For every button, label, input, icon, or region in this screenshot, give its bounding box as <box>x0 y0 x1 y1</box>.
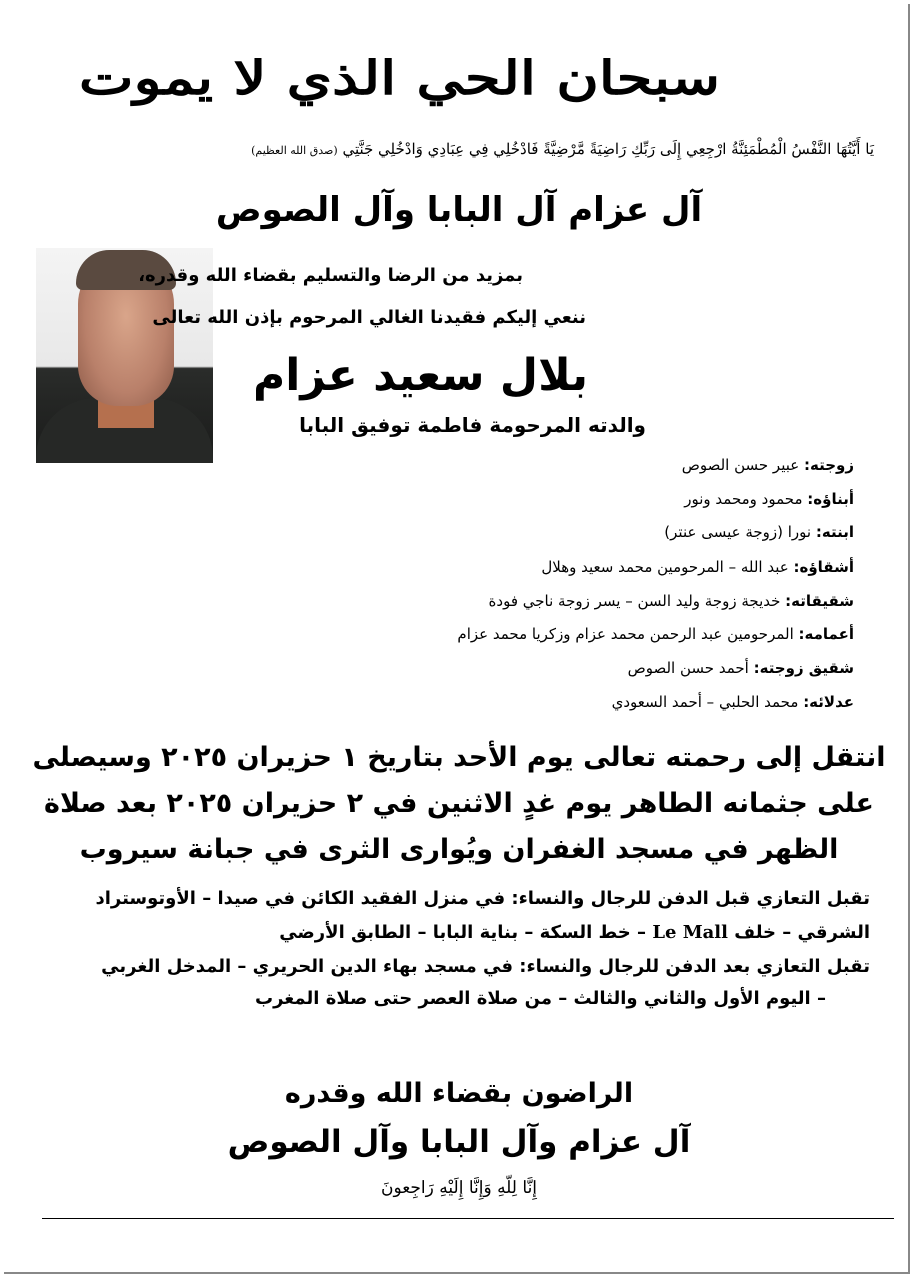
condolences-before-1: تقبل التعازي قبل الدفن للرجال والنساء: في منزل الفقيد الكائن في صيدا – الأوتوستراد <box>95 888 870 909</box>
mother-line: والدته المرحومة فاطمة توفيق البابا <box>299 413 646 437</box>
relative-label: أبناؤه: <box>807 490 854 508</box>
condolences-before-2b: – خط السكة – بناية البابا – الطابق الأرضي <box>279 922 647 943</box>
condolences-after-2: – اليوم الأول والثاني والثالث – من صلاة العصر حتى صلاة المغرب <box>254 988 826 1009</box>
deceased-name: بلال سعيد عزام <box>253 350 588 401</box>
relative-value: محمود ومحمد ونور <box>684 490 803 508</box>
closing-families: آل عزام وآل البابا وآل الصوص <box>227 1124 691 1160</box>
verse-tag: (صدق الله العظيم) <box>251 144 338 157</box>
families-title: آل عزام آل البابا وآل الصوص <box>215 190 703 230</box>
bottom-divider <box>42 1218 894 1219</box>
intro-line-2: ننعي إليكم فقيدنا الغالي المرحوم بإذن الله تعالى <box>152 307 586 328</box>
quran-verse <box>251 140 874 158</box>
relative-label: زوجته: <box>804 456 854 474</box>
relative-brother-in-law <box>628 659 854 677</box>
relative-brothers <box>541 558 854 576</box>
condolences-before-2a: الشرقي – خلف <box>734 922 870 943</box>
verse-text: يَا أَيَّتُهَا النَّفْسُ الْمُطْمَئِنَّةُ ارْجِعِي إِلَى رَبِّكِ رَاضِيَةً مَّرْضِيَّةً فَادْخُلِي فِي عِبَادِي وَادْخُلِي جَنَّتِي <box>342 140 874 158</box>
relative-value: عبد الله – المرحومين محمد سعيد وهلال <box>541 558 789 576</box>
relative-value: المرحومين عبد الرحمن محمد عزام وزكريا محمد عزام <box>457 625 794 643</box>
relative-value: نورا (زوجة عيسى عنتر) <box>664 523 812 541</box>
closing-verse: إِنَّا لِلّهِ وَإِنَّا إِلَيْهِ رَاجِعونَ <box>380 1178 538 1198</box>
relative-wife <box>682 456 854 474</box>
announcement-line-2: على جثمانه الطاهر يوم غدٍ الاثنين في ٢ حزيران ٢٠٢٥ بعد صلاة <box>44 788 874 819</box>
relative-value: عبير حسن الصوص <box>681 456 800 474</box>
relative-sisters <box>489 592 854 610</box>
condolences-after-1: تقبل التعازي بعد الدفن للرجال والنساء: في مسجد بهاء الدين الحريري – المدخل الغربي <box>101 956 870 977</box>
condolences-before-2 <box>279 922 870 943</box>
closing-line-1: الراضون بقضاء الله وقدره <box>284 1078 634 1109</box>
relative-label: عدلائه: <box>803 693 854 711</box>
relative-label: أشقاؤه: <box>793 558 854 576</box>
relative-value: محمد الحلبي – أحمد السعودي <box>611 693 799 711</box>
relative-uncles <box>457 625 854 643</box>
relative-in-laws <box>612 693 854 711</box>
relative-value: أحمد حسن الصوص <box>627 659 749 677</box>
relative-label: شقيق زوجته: <box>753 659 854 677</box>
announcement-line-3: الظهر في مسجد الغفران ويُوارى الثرى في جبانة سيروب <box>79 834 839 865</box>
relative-label: شقيقاته: <box>785 592 854 610</box>
intro-line-1: بمزيد من الرضا والتسليم بقضاء الله وقدره، <box>138 265 523 286</box>
relative-label: أعمامه: <box>798 625 854 643</box>
relative-sons <box>684 490 854 508</box>
relative-daughter <box>664 523 854 541</box>
relative-value: خديجة زوجة وليد السن – يسر زوجة ناجي فودة <box>488 592 781 610</box>
calligraphy-header: سبحان الحي الذي لا يموت <box>78 50 720 106</box>
mall-name: Le Mall <box>652 922 728 943</box>
relative-label: ابنته: <box>815 523 854 541</box>
announcement-line-1: انتقل إلى رحمته تعالى يوم الأحد بتاريخ ١ حزيران ٢٠٢٥ وسيصلى <box>32 742 886 773</box>
